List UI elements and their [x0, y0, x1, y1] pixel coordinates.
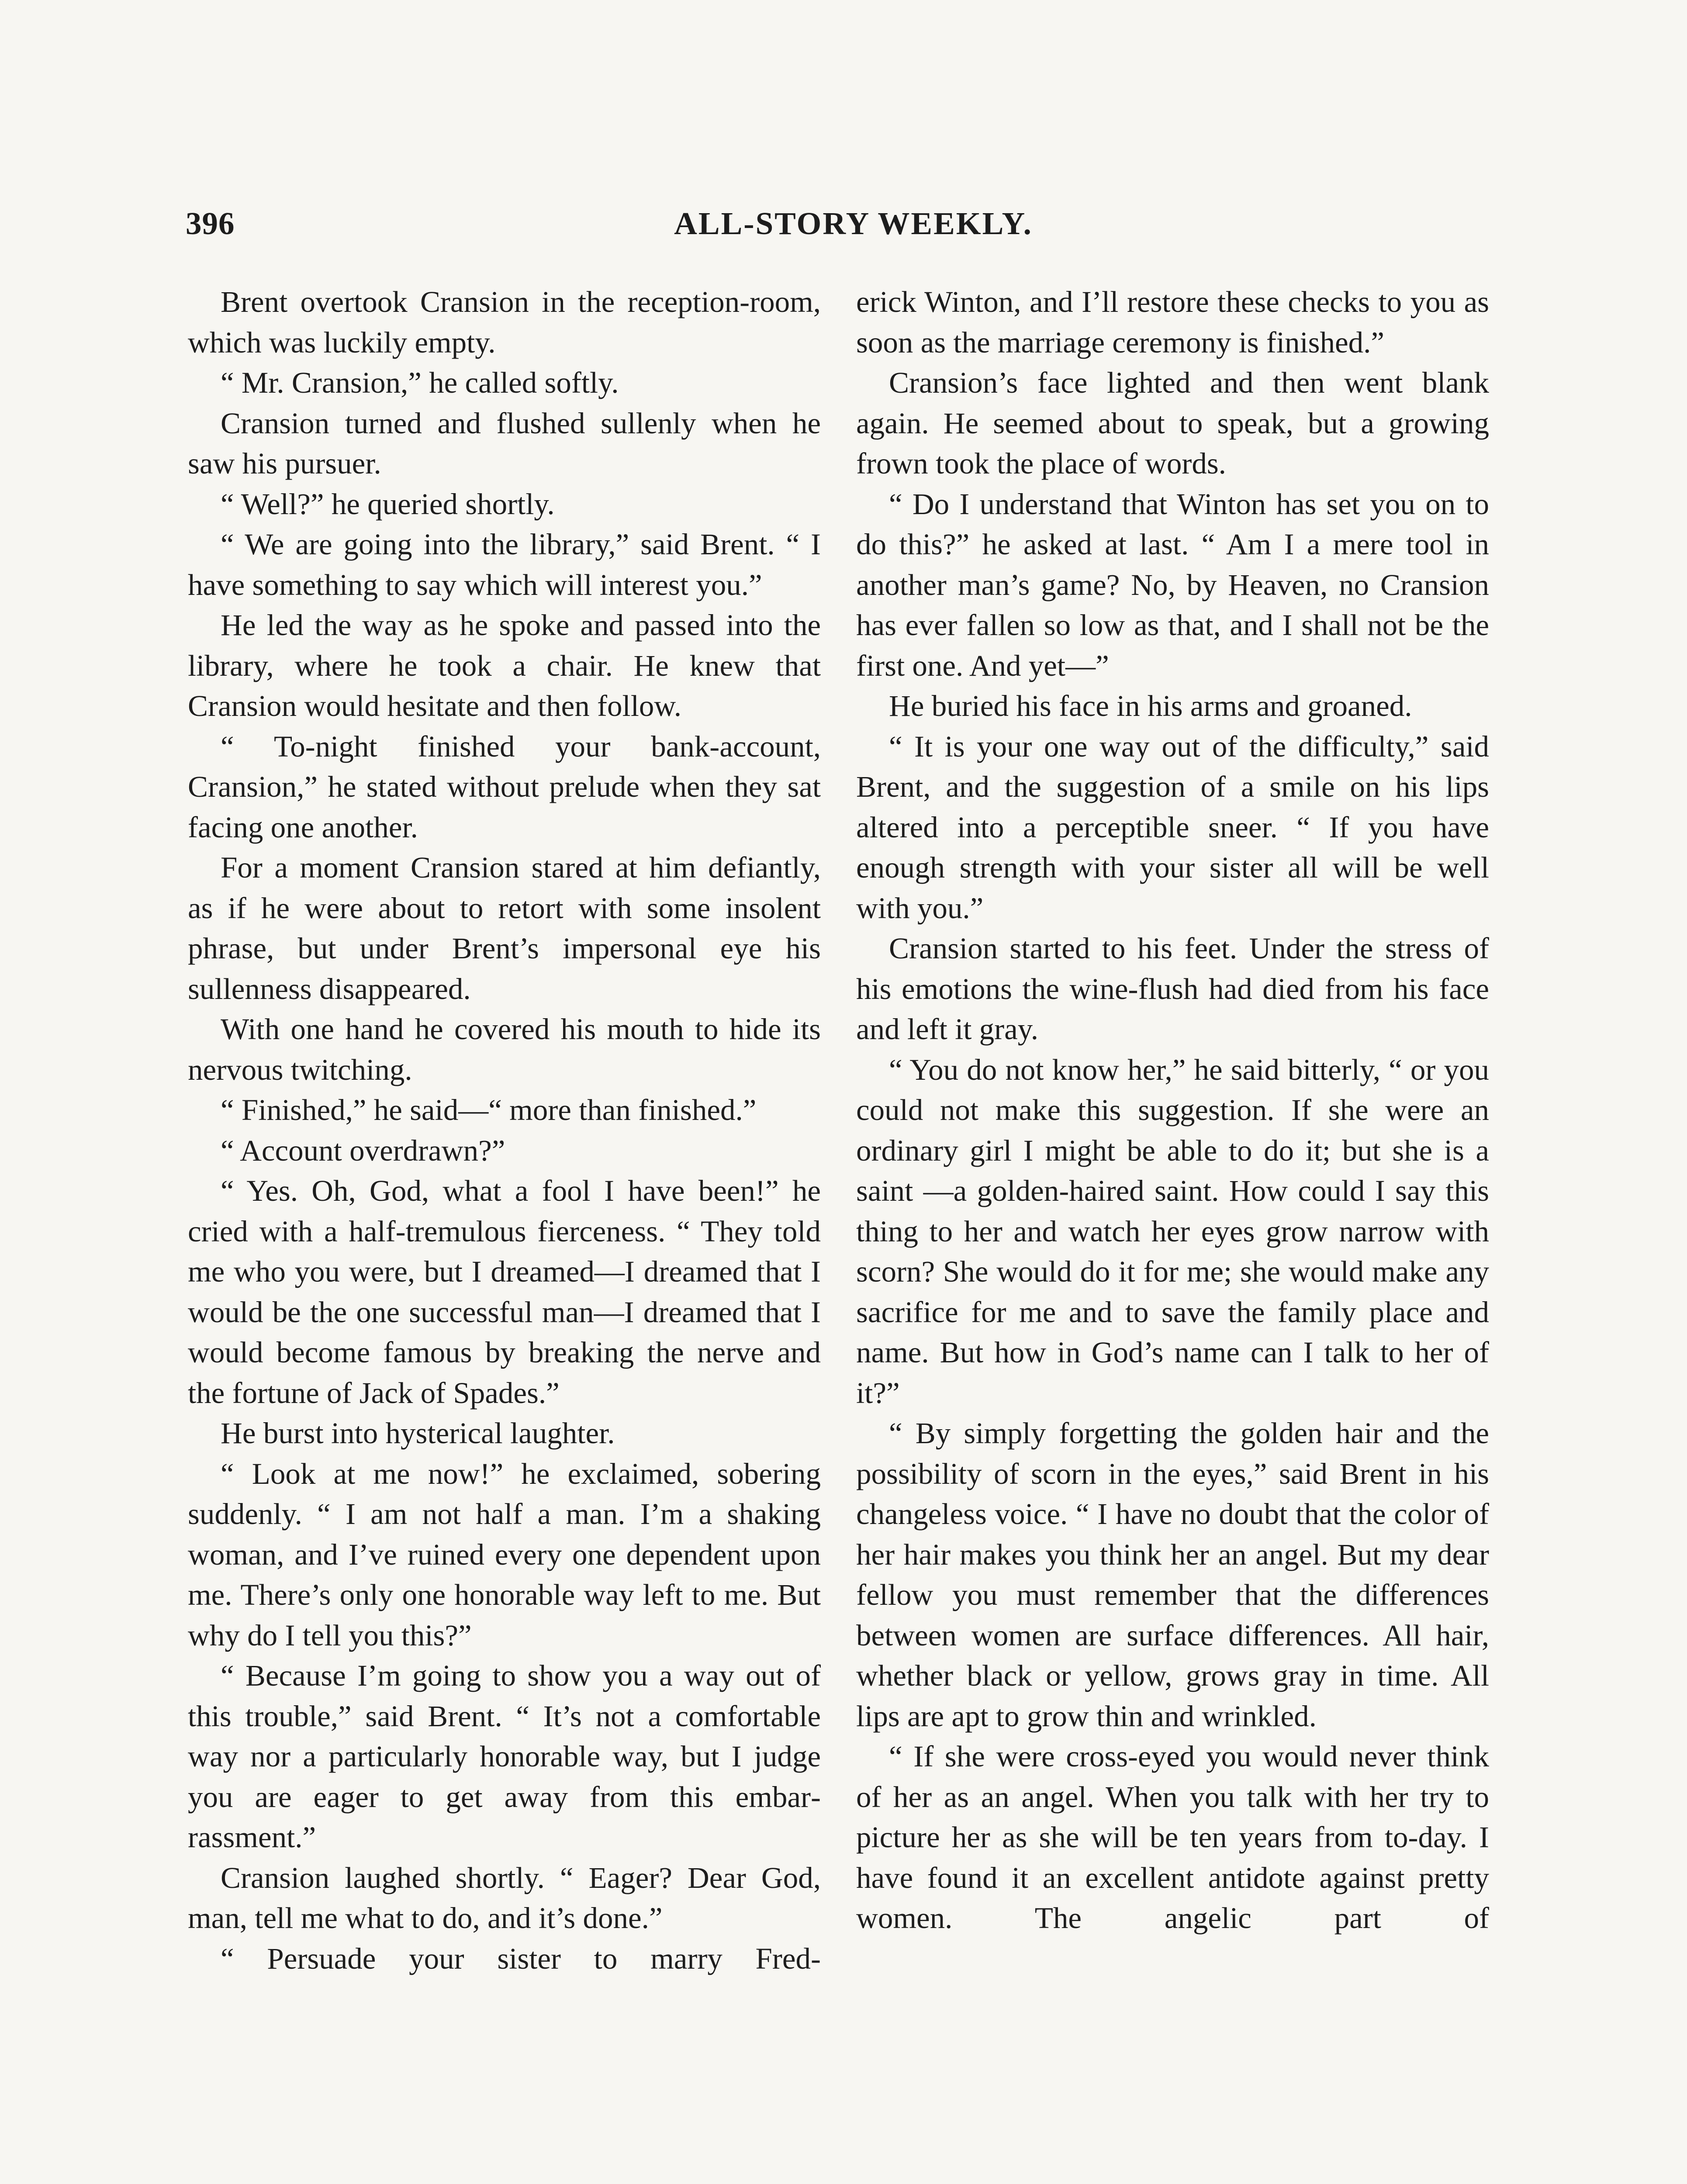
- paragraph: He led the way as he spoke and passed into the library, where he took a chair. He knew that Cransion would hesitate and then follow.: [188, 608, 821, 722]
- paragraph: “ Mr. Cransion,” he called softly.: [221, 366, 619, 399]
- left-column: [188, 282, 821, 1979]
- paragraph: “ Because I’m going to show you a way out of this trouble,” said Brent. “ It’s not a comfortable way nor a particularly honorable way, but I judge you are eager to get away from this embarrassment.”: [188, 1659, 821, 1854]
- paragraph: erick Winton, and I’ll restore these checks to you as soon as the marriage ceremony is finished.”: [856, 285, 1489, 359]
- paragraph: Cransion’s face lighted and then went blank again. He seemed about to speak, but a growing frown took the place of words.: [856, 366, 1489, 480]
- paragraph: “ Persuade your sister to marry Fred-: [221, 1942, 821, 1975]
- paragraph: “ Yes. Oh, God, what a fool I have been!” he cried with a half-tremulous fierceness. “ They told me who you were, but I dreamed—I dreamed that I would be the one successful man—I dreamed that I would become famous by breaking the nerve and the fortune of Jack of Spades.”: [188, 1174, 821, 1410]
- paragraph: “ You do not know her,” he said bitterly, “ or you could not make this suggestion. If she were an ordinary girl I might be able to do it; but she is a saint —a golden-haired saint. How could I say this thing to her and watch her eyes grow narrow with scorn? She would do it for me; she would make any sacrifice for me and to save the family place and name. But how in God’s name can I talk to her of it?”: [856, 1053, 1489, 1410]
- paragraph: “ It is your one way out of the difficulty,” said Brent, and the suggestion of a smile on his lips altered into a perceptible sneer. “ If you have enough strength with your sister all will be well with you.”: [856, 729, 1489, 925]
- page-header: [186, 205, 1521, 253]
- paragraph: He buried his face in his arms and groaned.: [889, 689, 1412, 722]
- paragraph: “ We are going into the library,” said Brent. “ I have something to say which will interest you.”: [188, 528, 821, 601]
- paragraph: “ Finished,” he said—“ more than finished.”: [221, 1093, 757, 1127]
- right-column: [856, 282, 1489, 1939]
- paragraph: For a moment Cransion stared at him defiantly, as if he were about to retort with some insolent phrase, but under Brent’s impersonal eye his sullenness disappeared.: [188, 851, 821, 1006]
- paragraph: Cransion turned and flushed sullenly when he saw his pursuer.: [188, 406, 821, 480]
- paragraph: “ To-night finished your bank-account, Cransion,” he stated without prelude when they sat facing one another.: [188, 729, 821, 844]
- paragraph: He burst into hysterical laughter.: [221, 1417, 615, 1450]
- paragraph: “ Well?” he queried shortly.: [221, 487, 555, 521]
- paragraph: With one hand he covered his mouth to hide its nervous twitching.: [188, 1013, 821, 1086]
- paragraph: “ Do I understand that Winton has set you on to do this?” he asked at last. “ Am I a mere tool in another man’s game? No, by Heaven, no Cransion has ever fallen so low as that, and I shall not be the first one. And yet—”: [856, 487, 1489, 682]
- paragraph: “ If she were cross-eyed you would never think of her as an angel. When you talk with her try to picture her as she will be ten years from to-day. I have found it an excellent antidote against pretty women. The angelic part of: [856, 1740, 1489, 1935]
- paragraph: “ Account overdrawn?”: [221, 1133, 505, 1167]
- paragraph: Cransion laughed shortly. “ Eager? Dear God, man, tell me what to do, and it’s done.”: [188, 1861, 821, 1935]
- paragraph: Brent overtook Cransion in the reception-room, which was luckily empty.: [188, 285, 821, 359]
- paragraph: “ Look at me now!” he exclaimed, sobering suddenly. “ I am not half a man. I’m a shaking woman, and I’ve ruined every one dependent upon me. There’s only one honorable way left to me. But why do I tell you this?”: [188, 1457, 821, 1652]
- paragraph: “ By simply forgetting the golden hair and the possibility of scorn in the eyes,” said Brent in his changeless voice. “ I have no doubt that the color of her hair makes you think her an angel. But my dear fellow you must remember that the differences between women are surface differences. All hair, whether black or yellow, grows gray in time. All lips are apt to grow thin and wrinkled.: [856, 1417, 1489, 1733]
- paragraph: Cransion started to his feet. Under the stress of his emotions the wine-flush had died from his face and left it gray.: [856, 932, 1489, 1046]
- page-number: 396: [186, 206, 235, 241]
- running-title: ALL-STORY WEEKLY.: [674, 206, 1033, 241]
